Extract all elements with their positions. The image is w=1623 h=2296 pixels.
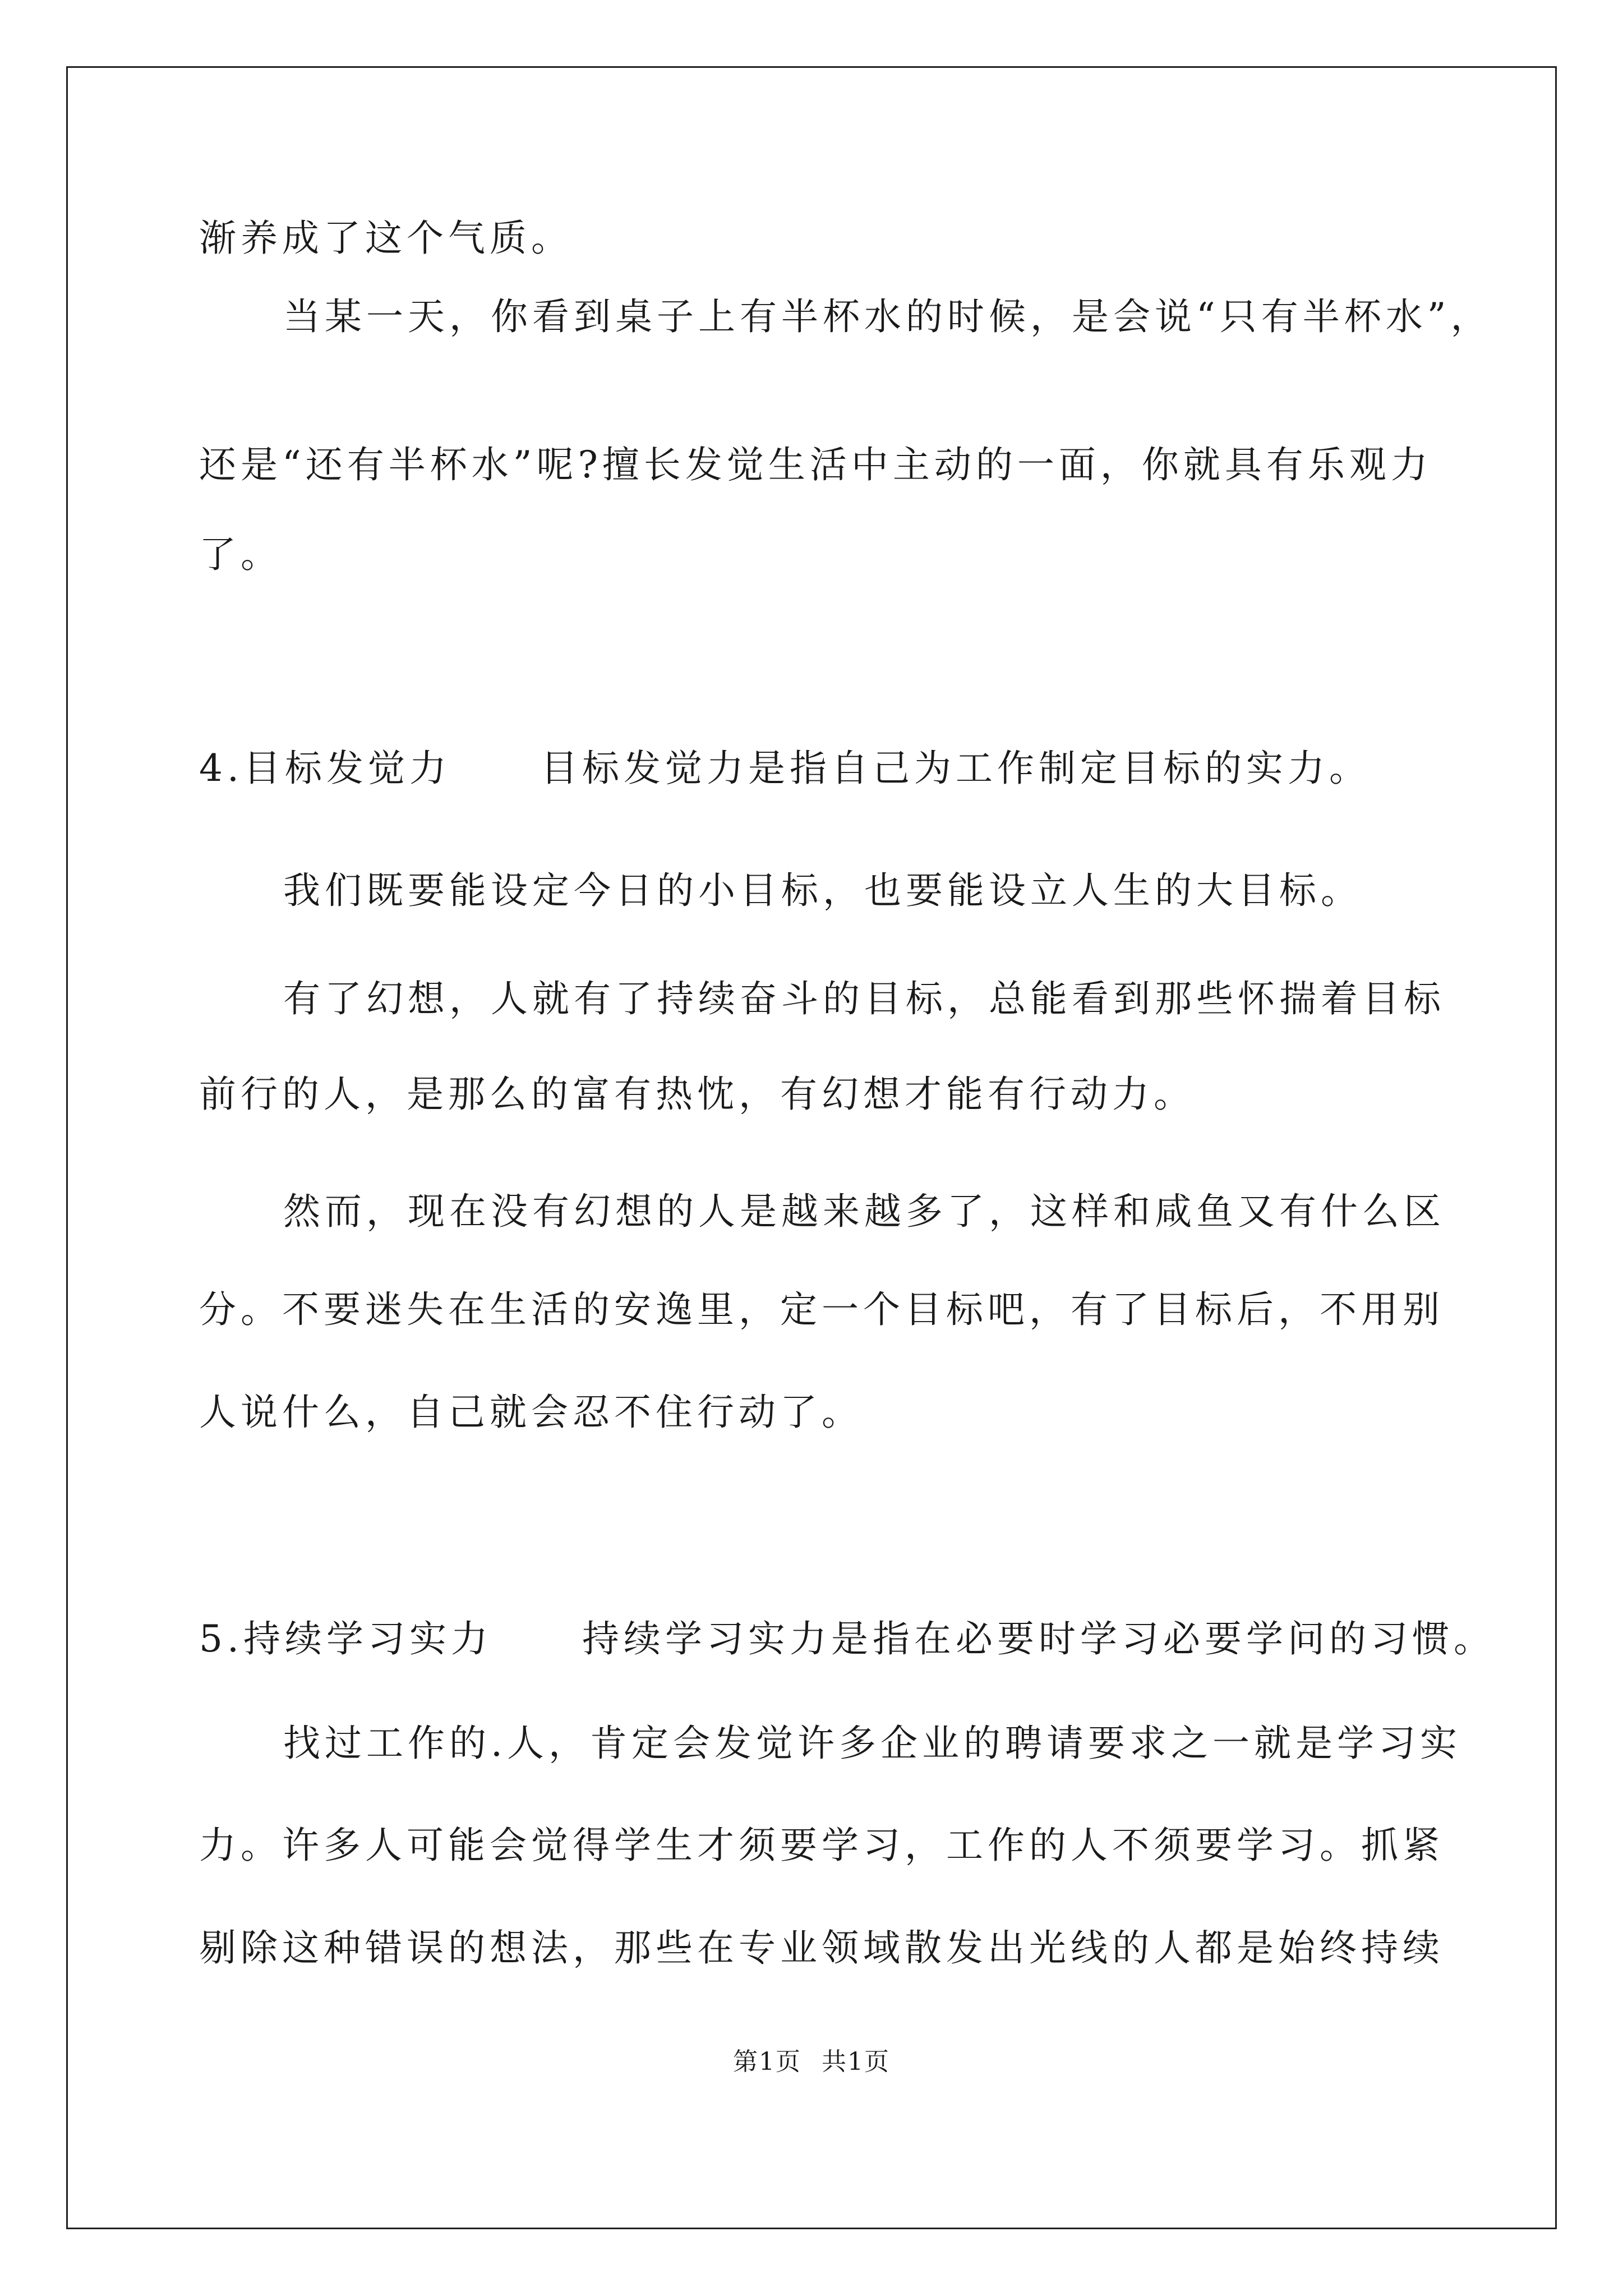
text-line: 找过工作的.人，肯定会发觉许多企业的聘请要求之一就是学习实 bbox=[283, 1722, 1461, 1765]
page-total: 共1页 bbox=[822, 2047, 890, 2076]
page-border bbox=[66, 66, 1557, 2229]
section-5-heading: 5.持续学习实力 bbox=[199, 1617, 492, 1660]
text-line: 剔除这种错误的想法，那些在专业领域散发出光线的人都是始终持续 bbox=[199, 1926, 1444, 1970]
text-line: 渐养成了这个气质。 bbox=[199, 217, 573, 260]
text-line: 人说什么，自己就会忍不住行动了。 bbox=[199, 1391, 863, 1434]
page-number: 第1页 bbox=[733, 2047, 801, 2076]
section-4-heading-line bbox=[199, 747, 1371, 790]
section-4-heading: 4.目标发觉力 bbox=[199, 747, 451, 790]
text-line: 力。许多人可能会觉得学生才须要学习，工作的人不须要学习。抓紧 bbox=[199, 1824, 1444, 1867]
section-5-heading-line bbox=[199, 1617, 1495, 1660]
text-line: 分。不要迷失在生活的安逸里，定一个目标吧，有了目标后，不用别 bbox=[199, 1288, 1444, 1331]
text-line: 前行的人，是那么的富有热忱，有幻想才能有行动力。 bbox=[199, 1073, 1195, 1116]
text-line: 有了幻想，人就有了持续奋斗的目标，总能看到那些怀揣着目标 bbox=[283, 977, 1445, 1020]
section-5-definition: 持续学习实力是指在必要时学习必要学问的习惯。 bbox=[582, 1617, 1495, 1660]
text-line: 当某一天，你看到桌子上有半杯水的时候，是会说“只有半杯水”， bbox=[283, 295, 1492, 338]
page-footer bbox=[0, 2047, 1623, 2076]
text-line: 还是“还有半杯水”呢?擅长发觉生活中主动的一面，你就具有乐观力 bbox=[199, 443, 1432, 486]
text-line: 我们既要能设定今日的小目标，也要能设立人生的大目标。 bbox=[283, 869, 1362, 912]
text-line: 然而，现在没有幻想的人是越来越多了，这样和咸鱼又有什么区 bbox=[283, 1190, 1445, 1233]
section-4-definition: 目标发觉力是指自己为工作制定目标的实力。 bbox=[540, 747, 1371, 790]
text-line: 了。 bbox=[199, 533, 282, 576]
